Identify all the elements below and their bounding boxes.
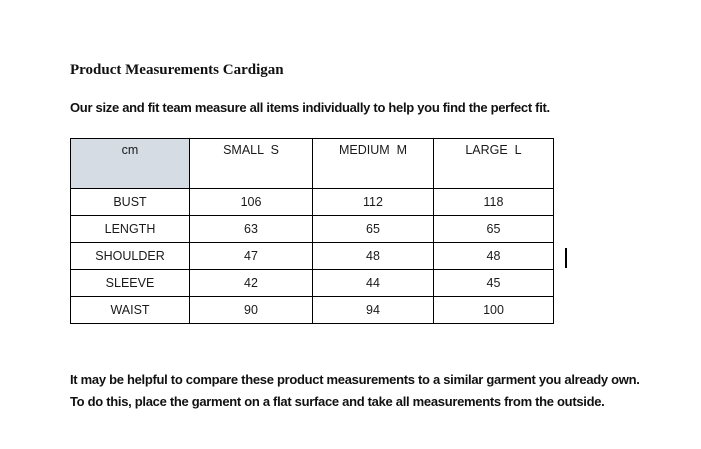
measurement-cell[interactable]: 44 <box>313 270 434 297</box>
table-row-length <box>71 216 554 243</box>
table-row-shoulder <box>71 243 554 270</box>
measurement-cell[interactable]: 48 <box>313 243 434 270</box>
row-label-waist[interactable]: WAIST <box>71 297 190 324</box>
table-row-sleeve <box>71 270 554 297</box>
column-header-medium[interactable]: MEDIUM M <box>313 139 434 189</box>
page-title[interactable]: Product Measurements Cardigan <box>70 62 284 78</box>
row-label-length[interactable]: LENGTH <box>71 216 190 243</box>
footer-paragraph[interactable] <box>70 369 640 413</box>
intro-paragraph[interactable]: Our size and fit team measure all items individually to help you find the perfect fit. <box>70 100 550 115</box>
column-header-large[interactable]: LARGE L <box>434 139 554 189</box>
measurement-cell[interactable]: 42 <box>190 270 313 297</box>
text-insertion-cursor <box>565 248 567 268</box>
measurement-cell[interactable]: 100 <box>434 297 554 324</box>
measurement-cell[interactable]: 94 <box>313 297 434 324</box>
row-label-bust[interactable]: BUST <box>71 189 190 216</box>
table-header-row <box>71 139 554 189</box>
table-row-bust <box>71 189 554 216</box>
measurement-cell[interactable]: 65 <box>434 216 554 243</box>
footer-line-1: It may be helpful to compare these product measurements to a similar garment you already own. <box>70 372 640 387</box>
measurement-cell[interactable]: 90 <box>190 297 313 324</box>
row-label-shoulder[interactable]: SHOULDER <box>71 243 190 270</box>
measurement-cell[interactable]: 112 <box>313 189 434 216</box>
table-row-waist <box>71 297 554 324</box>
measurement-cell[interactable]: 63 <box>190 216 313 243</box>
measurement-cell[interactable]: 65 <box>313 216 434 243</box>
measurement-cell[interactable]: 106 <box>190 189 313 216</box>
measurement-cell[interactable]: 47 <box>190 243 313 270</box>
measurement-cell[interactable]: 118 <box>434 189 554 216</box>
measurement-cell[interactable]: 48 <box>434 243 554 270</box>
row-label-sleeve[interactable]: SLEEVE <box>71 270 190 297</box>
measurement-cell[interactable]: 45 <box>434 270 554 297</box>
column-header-small[interactable]: SMALL S <box>190 139 313 189</box>
unit-header-cell[interactable]: cm <box>71 139 190 189</box>
measurements-table <box>70 138 554 324</box>
footer-line-2: To do this, place the garment on a flat surface and take all measurements from the outside. <box>70 394 605 409</box>
